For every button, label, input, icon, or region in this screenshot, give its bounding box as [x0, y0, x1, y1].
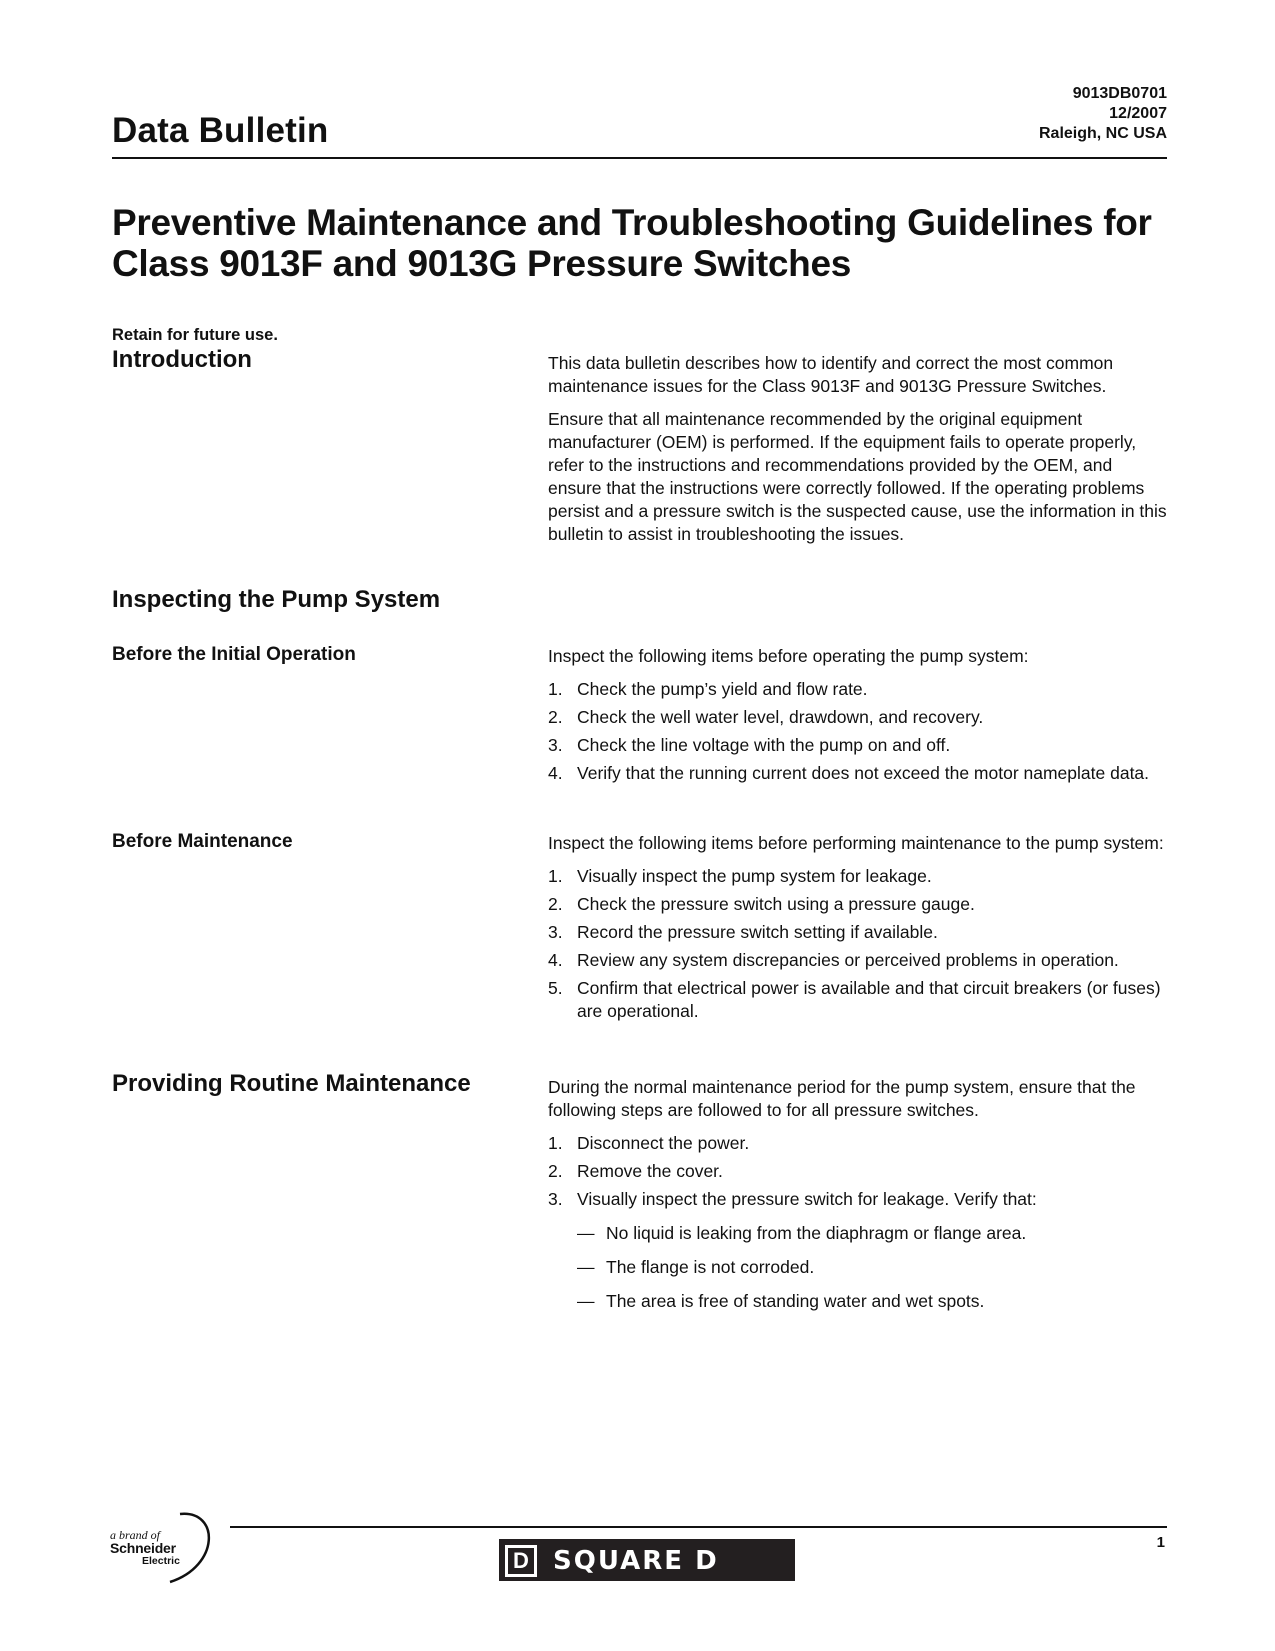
list-item-text: Disconnect the power. — [577, 1133, 750, 1153]
list-item-text: Record the pressure switch setting if available. — [577, 922, 938, 942]
list-item-text: Check the well water level, drawdown, and recovery. — [577, 707, 984, 727]
square-d-mark-icon: D — [505, 1545, 537, 1577]
introduction-paragraph-2: Ensure that all maintenance recommended by the original equipment manufacturer (OEM) is performed. If the equipment fails to operate properly, refer to the instructions and recommendations provided by the OEM, and ensure that the instructions were correctly followed. If the operating problems persist and a pressure switch is the suspected cause, use the information in this bulletin to assist in troubleshooting the issues. — [548, 409, 1167, 544]
list-item-number: 2. — [548, 707, 563, 727]
list-item-number: 1. — [548, 866, 563, 886]
initial-operation-intro: Inspect the following items before operating the pump system: — [548, 646, 1029, 666]
list-item-text: The flange is not corroded. — [606, 1257, 815, 1277]
initial-operation-heading: Before the Initial Operation — [112, 644, 356, 665]
list-item — [548, 865, 1170, 888]
list-item — [548, 977, 1170, 1023]
list-item-number: 5. — [548, 978, 563, 998]
list-item — [548, 734, 1170, 757]
routine-maintenance-intro: During the normal maintenance period for the pump system, ensure that the following steps are followed to for all pressure switches. — [548, 1077, 1136, 1120]
routine-maintenance-body — [548, 1076, 1170, 1313]
list-item-text: Confirm that electrical power is available and that circuit breakers (or fuses) are operational. — [577, 978, 1161, 1021]
dash-marker: — — [577, 1223, 595, 1243]
list-item-text: Check the pump’s yield and flow rate. — [577, 679, 868, 699]
list-item-text: Check the pressure switch using a pressure gauge. — [577, 894, 975, 914]
list-item — [548, 893, 1170, 916]
inspecting-heading: Inspecting the Pump System — [112, 586, 441, 613]
leakage-checklist — [548, 1222, 1170, 1313]
list-item — [548, 1290, 1170, 1313]
dash-marker: — — [577, 1257, 595, 1277]
initial-operation-list — [548, 678, 1170, 785]
brand-name-text: Schneider — [110, 1540, 176, 1556]
list-item-text: No liquid is leaking from the diaphragm or flange area. — [606, 1223, 1027, 1243]
list-item-text: Visually inspect the pressure switch for leakage. Verify that: — [577, 1189, 1037, 1209]
before-maintenance-body — [548, 832, 1170, 1028]
square-d-logo — [499, 1539, 795, 1581]
list-item-text: Remove the cover. — [577, 1161, 723, 1181]
list-item — [548, 762, 1170, 785]
before-maintenance-heading: Before Maintenance — [112, 831, 293, 852]
dash-marker: — — [577, 1291, 595, 1311]
list-item — [548, 1132, 1170, 1155]
list-item-text: Verify that the running current does not exceed the motor nameplate data. — [577, 763, 1150, 783]
document-title-line-2: Class 9013F and 9013G Pressure Switches — [112, 243, 851, 284]
header-divider — [112, 157, 1167, 159]
list-item — [548, 921, 1170, 944]
before-maintenance-list — [548, 865, 1170, 1023]
initial-operation-body — [548, 645, 1170, 790]
routine-maintenance-list — [548, 1132, 1170, 1211]
page-number: 1 — [1156, 1534, 1165, 1551]
list-item-number: 4. — [548, 950, 563, 970]
list-item — [548, 678, 1170, 701]
introduction-body — [548, 352, 1170, 556]
routine-maintenance-heading: Providing Routine Maintenance — [112, 1070, 471, 1097]
brand-of-text: a brand of — [110, 1528, 161, 1542]
list-item-number: 4. — [548, 763, 563, 783]
before-maintenance-intro: Inspect the following items before performing maintenance to the pump system: — [548, 833, 1164, 853]
introduction-paragraph-1: This data bulletin describes how to identify and correct the most common maintenance issues for the Class 9013F and 9013G Pressure Switches. — [548, 353, 1114, 396]
document-title-line-1: Preventive Maintenance and Troubleshooting Guidelines for — [112, 202, 1152, 243]
retain-notice: Retain for future use. — [112, 326, 278, 344]
list-item-number: 2. — [548, 1161, 563, 1181]
footer-divider — [230, 1526, 1167, 1528]
schneider-electric-logo — [108, 1508, 220, 1588]
document-number: 9013DB0701 — [1072, 85, 1167, 102]
list-item-number: 1. — [548, 679, 563, 699]
list-item — [548, 1222, 1170, 1245]
list-item-text: Review any system discrepancies or perceived problems in operation. — [577, 950, 1119, 970]
list-item-text: Check the line voltage with the pump on and off. — [577, 735, 951, 755]
document-title — [112, 202, 1172, 284]
list-item — [548, 949, 1170, 972]
list-item — [548, 1256, 1170, 1279]
list-item-number: 3. — [548, 922, 563, 942]
bulletin-type-title: Data Bulletin — [112, 111, 329, 150]
square-d-wordmark: SQUARE D — [553, 1546, 719, 1576]
document-meta — [1039, 84, 1167, 144]
brand-sub-text: Electric — [142, 1555, 180, 1567]
list-item — [548, 706, 1170, 729]
list-item — [548, 1160, 1170, 1183]
document-location: Raleigh, NC USA — [1038, 125, 1167, 142]
document-date: 12/2007 — [1109, 105, 1167, 122]
list-item-text: The area is free of standing water and wet spots. — [606, 1291, 985, 1311]
introduction-heading: Introduction — [112, 346, 252, 373]
list-item-text: Visually inspect the pump system for leakage. — [577, 866, 932, 886]
list-item — [548, 1188, 1170, 1211]
list-item-number: 3. — [548, 735, 563, 755]
list-item-number: 2. — [548, 894, 563, 914]
list-item-number: 3. — [548, 1189, 563, 1209]
list-item-number: 1. — [548, 1133, 563, 1153]
